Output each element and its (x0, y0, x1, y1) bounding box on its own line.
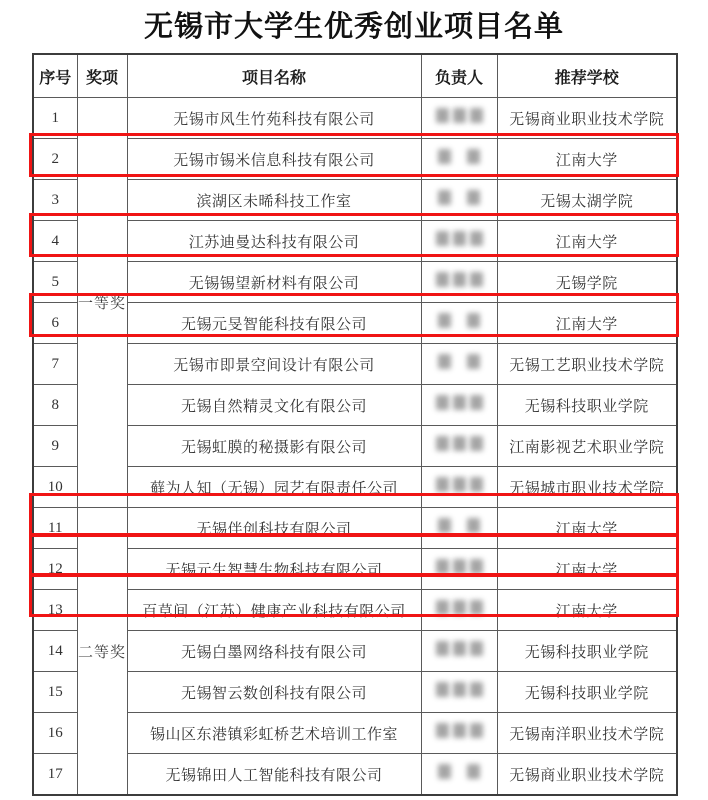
redacted-char (436, 395, 449, 410)
header-row (33, 54, 677, 98)
index-cell: 15 (33, 672, 77, 713)
redacted-char (436, 682, 449, 697)
leader-cell (421, 221, 497, 262)
redacted-char (438, 354, 451, 369)
redacted-char (438, 518, 451, 533)
redacted-char (436, 600, 449, 615)
header-award: 奖项 (77, 54, 127, 98)
redacted-char (470, 600, 483, 615)
table-row (33, 426, 677, 467)
redacted-name (438, 190, 480, 205)
table-row (33, 713, 677, 754)
school-cell: 江南大学 (497, 508, 677, 549)
index-cell: 17 (33, 754, 77, 796)
table-row (33, 385, 677, 426)
school-cell: 无锡科技职业学院 (497, 672, 677, 713)
table-row (33, 139, 677, 180)
award-cell: 二等奖 (77, 508, 127, 796)
school-cell: 江南大学 (497, 549, 677, 590)
project-cell: 无锡锡望新材料有限公司 (127, 262, 421, 303)
redacted-char (453, 559, 466, 574)
table-row (33, 221, 677, 262)
index-cell: 2 (33, 139, 77, 180)
index-cell: 3 (33, 180, 77, 221)
redacted-char (453, 682, 466, 697)
redacted-char (436, 641, 449, 656)
project-cell: 无锡白墨网络科技有限公司 (127, 631, 421, 672)
school-cell: 江南大学 (497, 221, 677, 262)
redacted-char (453, 723, 466, 738)
school-cell: 无锡工艺职业技术学院 (497, 344, 677, 385)
redacted-char (453, 272, 466, 287)
table-row (33, 180, 677, 221)
leader-cell (421, 754, 497, 796)
table-row (33, 549, 677, 590)
project-cell: 百草间（江苏）健康产业科技有限公司 (127, 590, 421, 631)
school-cell: 江南大学 (497, 303, 677, 344)
redacted-char (436, 108, 449, 123)
index-cell: 9 (33, 426, 77, 467)
redacted-char (436, 231, 449, 246)
table-row (33, 590, 677, 631)
redacted-char (453, 108, 466, 123)
redacted-name (436, 559, 483, 574)
redacted-char (470, 682, 483, 697)
table-row (33, 672, 677, 713)
leader-cell (421, 508, 497, 549)
index-cell: 4 (33, 221, 77, 262)
redacted-name (436, 600, 483, 615)
school-cell: 江南大学 (497, 590, 677, 631)
redacted-char (453, 641, 466, 656)
leader-cell (421, 467, 497, 508)
project-cell: 无锡虹膜的秘摄影有限公司 (127, 426, 421, 467)
index-cell: 13 (33, 590, 77, 631)
leader-cell (421, 631, 497, 672)
redacted-name (436, 682, 483, 697)
header-index: 序号 (33, 54, 77, 98)
project-cell: 无锡智云数创科技有限公司 (127, 672, 421, 713)
project-cell: 无锡元生智慧生物科技有限公司 (127, 549, 421, 590)
project-cell: 无锡自然精灵文化有限公司 (127, 385, 421, 426)
school-cell: 江南影视艺术职业学院 (497, 426, 677, 467)
redacted-char (470, 477, 483, 492)
page-title: 无锡市大学生优秀创业项目名单 (143, 11, 564, 43)
leader-cell (421, 98, 497, 139)
redacted-char (436, 272, 449, 287)
redacted-char (470, 231, 483, 246)
leader-cell (421, 590, 497, 631)
table-row (33, 631, 677, 672)
school-cell: 无锡科技职业学院 (497, 631, 677, 672)
redacted-char (438, 764, 451, 779)
award-cell: 一等奖 (77, 98, 127, 508)
redacted-name (436, 641, 483, 656)
redacted-char (436, 723, 449, 738)
redacted-char (467, 149, 480, 164)
leader-cell (421, 262, 497, 303)
school-cell: 无锡太湖学院 (497, 180, 677, 221)
redacted-char (467, 354, 480, 369)
leader-cell (421, 426, 497, 467)
index-cell: 1 (33, 98, 77, 139)
school-cell: 江南大学 (497, 139, 677, 180)
redacted-char (438, 149, 451, 164)
index-cell: 10 (33, 467, 77, 508)
leader-cell (421, 139, 497, 180)
redacted-char (453, 477, 466, 492)
redacted-char (438, 313, 451, 328)
redacted-name (438, 764, 480, 779)
redacted-char (467, 190, 480, 205)
redacted-char (470, 559, 483, 574)
school-cell: 无锡商业职业技术学院 (497, 98, 677, 139)
index-cell: 5 (33, 262, 77, 303)
redacted-char (453, 600, 466, 615)
redacted-name (438, 313, 480, 328)
table-row (33, 303, 677, 344)
table-row (33, 467, 677, 508)
redacted-char (453, 231, 466, 246)
redacted-char (470, 723, 483, 738)
redacted-name (438, 149, 480, 164)
redacted-char (467, 518, 480, 533)
project-cell: 无锡市即景空间设计有限公司 (127, 344, 421, 385)
project-cell: 滨湖区未晞科技工作室 (127, 180, 421, 221)
school-cell: 无锡学院 (497, 262, 677, 303)
project-cell: 无锡伴创科技有限公司 (127, 508, 421, 549)
redacted-char (470, 641, 483, 656)
leader-cell (421, 344, 497, 385)
project-cell: 无锡锦田人工智能科技有限公司 (127, 754, 421, 796)
redacted-name (438, 518, 480, 533)
redacted-name (436, 108, 483, 123)
index-cell: 12 (33, 549, 77, 590)
redacted-char (467, 764, 480, 779)
project-cell: 无锡元旻智能科技有限公司 (127, 303, 421, 344)
table-row (33, 98, 677, 139)
index-cell: 6 (33, 303, 77, 344)
leader-cell (421, 713, 497, 754)
leader-cell (421, 385, 497, 426)
award-table-wrapper (32, 53, 676, 796)
project-cell: 无锡市锡米信息科技有限公司 (127, 139, 421, 180)
redacted-char (470, 436, 483, 451)
header-school: 推荐学校 (497, 54, 677, 98)
index-cell: 7 (33, 344, 77, 385)
redacted-char (436, 559, 449, 574)
redacted-char (453, 395, 466, 410)
index-cell: 14 (33, 631, 77, 672)
project-cell: 锡山区东港镇彩虹桥艺术培训工作室 (127, 713, 421, 754)
redacted-char (467, 313, 480, 328)
redacted-char (438, 190, 451, 205)
project-cell: 江苏迪曼达科技有限公司 (127, 221, 421, 262)
leader-cell (421, 672, 497, 713)
leader-cell (421, 180, 497, 221)
redacted-name (438, 354, 480, 369)
school-cell: 无锡科技职业学院 (497, 385, 677, 426)
table-row (33, 508, 677, 549)
header-leader: 负责人 (421, 54, 497, 98)
index-cell: 11 (33, 508, 77, 549)
table-row (33, 262, 677, 303)
leader-cell (421, 549, 497, 590)
school-cell: 无锡城市职业技术学院 (497, 467, 677, 508)
redacted-name (436, 231, 483, 246)
redacted-char (453, 436, 466, 451)
redacted-name (436, 272, 483, 287)
school-cell: 无锡南洋职业技术学院 (497, 713, 677, 754)
redacted-char (436, 477, 449, 492)
project-cell: 藓为人知（无锡）园艺有限责任公司 (127, 467, 421, 508)
table-row (33, 344, 677, 385)
school-cell: 无锡商业职业技术学院 (497, 754, 677, 796)
redacted-char (470, 272, 483, 287)
redacted-char (470, 108, 483, 123)
redacted-char (470, 395, 483, 410)
index-cell: 8 (33, 385, 77, 426)
redacted-name (436, 436, 483, 451)
header-project: 项目名称 (127, 54, 421, 98)
award-table (32, 53, 678, 796)
redacted-char (436, 436, 449, 451)
redacted-name (436, 723, 483, 738)
redacted-name (436, 477, 483, 492)
redacted-name (436, 395, 483, 410)
index-cell: 16 (33, 713, 77, 754)
project-cell: 无锡市风生竹苑科技有限公司 (127, 98, 421, 139)
table-row (33, 754, 677, 796)
leader-cell (421, 303, 497, 344)
